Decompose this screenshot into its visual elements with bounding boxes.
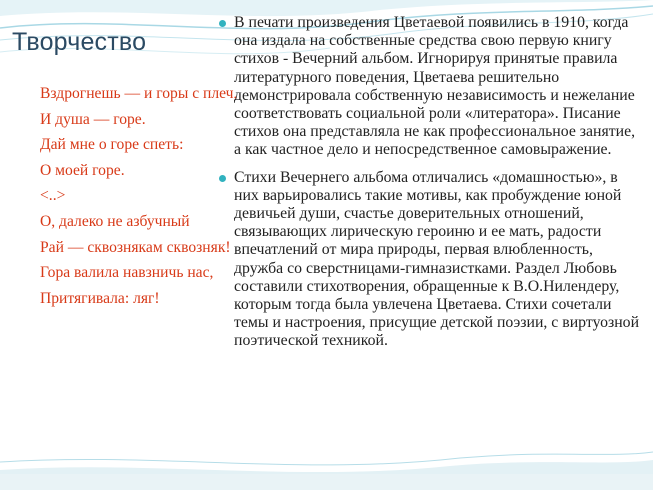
bullet-dot-icon — [219, 175, 226, 182]
poem-line: О моей горе. — [40, 161, 125, 179]
bullet-list — [217, 14, 645, 360]
poem-line: И душа — горе. — [40, 110, 146, 128]
bullet-text: В печати произведения Цветаевой появились в 1910, когда она издала на собственные средства свою первую книгу стихов - Вечерний альбом. Игнорируя принятые правила литературного поведения, Цветаева решительно демонстрировала собственную независимость и нежелание соответствовать социальной роли «литератора». Писание стихов она представляла не как профессиональное занятие, а как частное дело и непосредственное самовыражение. — [234, 14, 636, 159]
slide-title: Творчество — [12, 28, 147, 56]
poem-line: Рай — сквознякам сквозняк! — [40, 238, 231, 256]
poem-line: Гора валила навзничь нас, — [40, 264, 214, 282]
bullet-item — [217, 169, 645, 351]
bullet-text: Стихи Вечернего альбома отличались «домашностью», в них варьировались такие мотивы, как пробуждение юной девичьей души, счастье доверительных отношений, связывающих лирическую героиню и ее мать, радости впечатлений от мира природы, первая влюбленность, дружба со сверстницами-гимназистками. Раздел Любовь составили стихотворения, обращенные к В.О.Нилендеру, которым тогда была увлечена Цветаева. Стихи сочетали темы и настроения, присущие детской поэзии, с виртуозной поэтической техникой. — [234, 168, 640, 350]
poem-excerpt — [40, 84, 240, 314]
footer-band — [0, 474, 653, 490]
poem-line: О, далеко не азбучный — [40, 212, 190, 230]
bullet-item — [217, 14, 645, 160]
poem-line: Вздрогнешь — и горы с плеч, — [40, 85, 238, 102]
bullet-dot-icon — [219, 20, 226, 27]
poem-line: <..> — [40, 187, 66, 205]
poem-line: Дай мне о горе спеть: — [40, 136, 184, 154]
poem-line: Притягивала: ляг! — [40, 289, 160, 307]
